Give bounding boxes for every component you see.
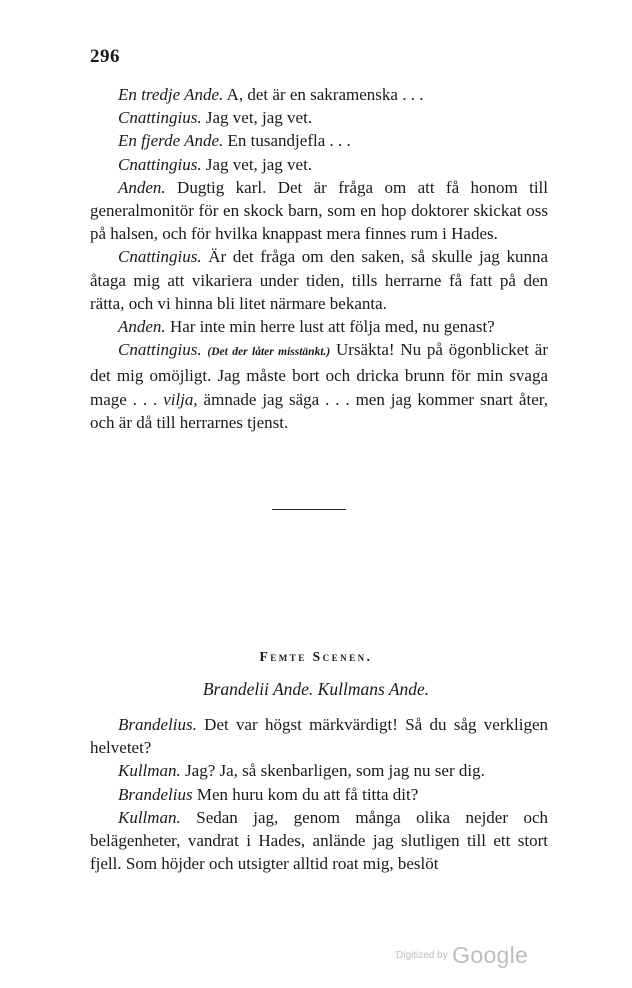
dialogue-line [90, 129, 548, 152]
line-text: En tusandjefla . . . [223, 131, 351, 151]
line-text: A, det är en sakramenska . . . [223, 85, 424, 104]
dialogue-line [90, 153, 548, 176]
dialogue-line [90, 83, 548, 106]
section-divider [272, 509, 346, 510]
dialogue-line [90, 106, 548, 129]
speaker-name: Kullman. [118, 761, 181, 781]
line-text: ämnade jag säga . . . men jag kommer snart åter, och är då till herrarnes tjenst. [90, 389, 548, 432]
line-text: Sedan jag, genom många olika nejder och belägenheter, vandrat i Hades, anlände jag slutligen till ett stort fjell. Som höjder och utsigter alltid roat mig, beslöt [90, 807, 548, 874]
dialogue-line [90, 245, 548, 315]
dialogue-line [90, 783, 548, 806]
digitized-watermark [396, 942, 528, 969]
dialogue-line [90, 759, 548, 782]
line-text: Men huru kom du att få titta dit? [192, 784, 419, 804]
dialogue-line [90, 176, 548, 246]
stage-direction: (Det der låter misstänkt.) [207, 346, 331, 359]
page-number: 296 [90, 46, 120, 67]
dialogue-line [90, 315, 548, 338]
speaker-name: Cnattingius. [118, 340, 202, 360]
speaker-name: Anden. [118, 317, 166, 337]
watermark-brand: Google [452, 942, 529, 968]
speaker-name: Cnattingius. [118, 154, 202, 174]
line-text: Jag vet, jag vet. [201, 154, 313, 174]
line-text: Dugtig karl. Det är fråga om att få honom till generalmonitör för en skock barn, som en hop doktorer skickat oss på halsen, och för hvilka knappast mera finnes rum i Hades. [90, 177, 548, 244]
emphasized-word: vilja, [163, 389, 198, 409]
line-text: Ursäkta! Nu på ögonblicket är det mig omöjligt. Jag måste bort och dricka brunn för min svaga mage . . . [90, 340, 548, 409]
scene-title: Femte Scenen. [259, 649, 373, 664]
dialogue-block-top [90, 83, 548, 434]
line-text: Jag vet, jag vet. [201, 108, 313, 128]
line-text: Är det fråga om den saken, så skulle jag kunna åtaga mig att vikariera under tiden, tills herrarne få fatt på den rätta, och vi hinna bli litet närmare bekanta. [90, 247, 548, 313]
speaker-name: Cnattingius. [118, 247, 202, 267]
speaker-name: En tredje Ande. [118, 85, 224, 104]
line-text: Det var högst märkvärdigt! Så du såg verkligen helvetet? [90, 715, 548, 758]
speaker-name: Anden. [118, 177, 166, 197]
speaker-name: Brandelius [118, 784, 193, 804]
speaker-name: Cnattingius. [118, 108, 202, 128]
dialogue-line [90, 713, 548, 759]
dialogue-line [90, 806, 548, 876]
dialogue-line [90, 338, 548, 434]
scene-cast: Brandelii Ande. Kullmans Ande. [202, 679, 430, 699]
speaker-name: En fjerde Ande. [118, 131, 224, 151]
line-text: Har inte min herre lust att följa med, nu genast? [165, 317, 495, 337]
line-text: Jag? Ja, så skenbarligen, som jag nu ser dig. [180, 761, 485, 781]
dialogue-block-bottom [90, 713, 548, 875]
watermark-prefix: Digitized by [396, 950, 448, 961]
speaker-name: Kullman. [118, 807, 181, 827]
speaker-name: Brandelius. [118, 715, 197, 734]
